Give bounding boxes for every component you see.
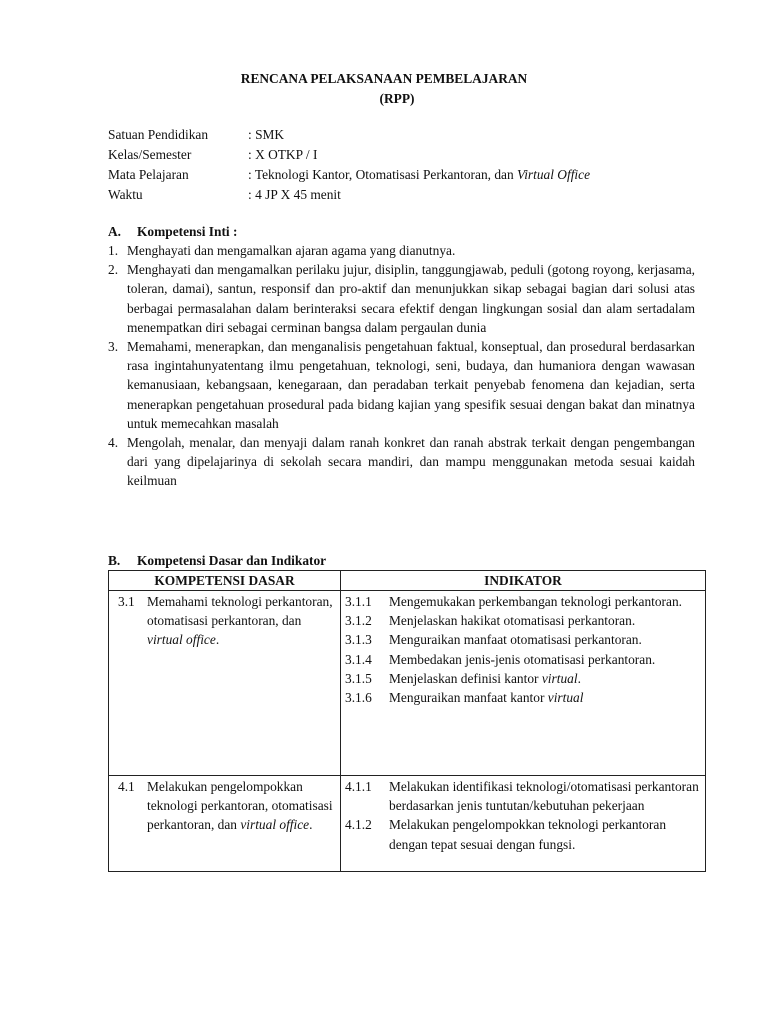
table-row	[109, 776, 706, 872]
info-value: : SMK	[248, 127, 285, 142]
list-text: Mengolah, menalar, dan menyaji dalam ranah konkret dan ranah abstrak terkait dengan pengembangan dari yang dipelajarinya di sekolah secara mandiri, dan mampu menggunakan metoda sesuai kaidah keilmuan	[127, 435, 695, 489]
kd-text-tail: .	[215, 632, 220, 648]
list-text: Menghayati dan mengamalkan perilaku jujur, disiplin, tanggungjawab, peduli (gotong royong, kerjasama, toleran, damai), santun, responsif dan pro-aktif dan menunjukkan sikap sebagai bagian dari solusi atas berbagai permasalahan dalam berinteraksi secara efektif dengan lingkungan sosial dan alam sertadalam menempatkan diri sebagai cerminan bangsa dalam pergaulan dunia	[127, 262, 695, 335]
list-item	[108, 433, 695, 491]
list-item	[108, 241, 695, 260]
indicator-item	[345, 611, 701, 630]
indicator-text: Mengemukakan perkembangan teknologi perkantoran.	[389, 594, 683, 609]
indicator-cell	[341, 591, 706, 776]
kd-text: Memahami teknologi perkantoran, otomatisasi perkantoran, dan	[147, 594, 333, 629]
info-value: : Teknologi Kantor, Otomatisasi Perkantoran, dan	[248, 167, 518, 182]
indicator-item	[345, 688, 701, 707]
indicator-text: Menguraikan manfaat otomatisasi perkantoran.	[389, 632, 642, 648]
list-text: Menghayati dan mengamalkan ajaran agama yang dianutnya.	[127, 243, 456, 258]
kd-cell	[109, 776, 341, 872]
list-number: 4.	[108, 435, 119, 451]
list-text: Memahami, menerapkan, dan menganalisis pengetahuan faktual, konseptual, dan prosedural berdasarkan rasa ingintahunyatentang ilmu pengetahuan, teknologi, seni, budaya, dan humaniora dengan wawasan kemanusiaan, kebangsaan, kenegaraan, dan peradaban terkait penyebab fenomena dan kejadian, serta menerapkan pengetahuan prosedural pada bidang kajian yang spesifik sesuai dengan bakat dan minatnya untuk memecahkan masalah	[127, 339, 695, 431]
list-number: 2.	[108, 262, 119, 278]
section-title: Kompetensi Inti :	[137, 224, 238, 239]
table-row	[109, 591, 706, 776]
indicator-number: 3.1.1	[345, 594, 372, 609]
column-header-indikator: INDIKATOR	[341, 571, 706, 591]
indicator-number: 3.1.2	[345, 613, 372, 629]
indicator-text-italic: virtual	[541, 670, 578, 686]
info-row-satuan	[108, 125, 590, 145]
kd-number: 4.1	[118, 779, 135, 794]
indicator-text: Melakukan pengelompokkan teknologi perkantoran dengan tepat sesuai dengan fungsi.	[389, 817, 667, 852]
indicator-text: Melakukan identifikasi teknologi/otomatisasi perkantoran berdasarkan jenis tuntutan/kebutuhan pekerjaan	[389, 779, 699, 814]
info-label: Mata Pelajaran	[108, 167, 189, 182]
indicator-text-tail: .	[577, 670, 581, 686]
kd-text-block	[113, 592, 336, 650]
section-title: Kompetensi Dasar dan Indikator	[137, 553, 327, 568]
list-item	[108, 260, 695, 337]
info-label: Waktu	[108, 187, 143, 202]
info-value-italic: Virtual Office	[517, 167, 591, 182]
kd-text-block	[113, 777, 336, 835]
indicator-number: 4.1.1	[345, 779, 372, 794]
kd-number: 3.1	[118, 594, 135, 609]
info-value: : X OTKP / I	[248, 147, 318, 162]
indicator-number: 4.1.2	[345, 817, 372, 833]
list-number: 3.	[108, 339, 119, 355]
info-row-waktu	[108, 185, 590, 205]
indicator-item	[345, 630, 701, 649]
indicator-text: Menguraikan manfaat kantor	[389, 690, 548, 706]
list-number: 1.	[108, 243, 119, 258]
info-value: : 4 JP X 45 menit	[248, 187, 341, 202]
indicator-text: Membedakan jenis-jenis otomatisasi perkantoran.	[389, 651, 656, 667]
section-letter: B.	[108, 553, 121, 568]
document-subtitle: (RPP)	[379, 91, 415, 106]
column-header-kompetensi: KOMPETENSI DASAR	[109, 571, 341, 591]
kompetensi-table	[108, 570, 706, 872]
indicator-item	[345, 815, 701, 853]
kd-text-tail: .	[309, 817, 313, 833]
indicator-text: Menjelaskan definisi kantor	[389, 670, 542, 686]
info-label: Kelas/Semester	[108, 147, 192, 162]
info-label: Satuan Pendidikan	[108, 127, 209, 142]
list-item	[108, 337, 695, 433]
kd-cell	[109, 591, 341, 776]
indicator-cell	[341, 776, 706, 872]
kd-text-italic: virtual office	[240, 817, 310, 833]
info-row-mapel	[108, 165, 590, 185]
indicator-item	[345, 669, 701, 688]
document-title: RENCANA PELAKSANAAN PEMBELAJARAN	[240, 71, 528, 86]
indicator-number: 3.1.3	[345, 632, 372, 648]
indicator-item	[345, 650, 701, 669]
identity-block	[108, 125, 590, 205]
indicator-text-italic: virtual	[547, 690, 584, 706]
kompetensi-inti-list	[108, 241, 695, 491]
section-a-heading	[108, 222, 237, 241]
indicator-number: 3.1.4	[345, 651, 372, 667]
kd-text: Melakukan pengelompokkan teknologi perkantoran, otomatisasi perkantoran, dan	[147, 779, 333, 833]
info-row-kelas	[108, 145, 590, 165]
section-b-heading	[108, 551, 326, 570]
indicator-text: Menjelaskan hakikat otomatisasi perkantoran.	[389, 613, 636, 629]
indicator-number: 3.1.5	[345, 670, 372, 686]
section-letter: A.	[108, 224, 122, 239]
kd-text-italic: virtual office	[147, 632, 216, 648]
indicator-number: 3.1.6	[345, 690, 372, 706]
table-header-row	[109, 571, 706, 591]
indicator-item	[345, 777, 701, 815]
indicator-item	[345, 592, 701, 611]
